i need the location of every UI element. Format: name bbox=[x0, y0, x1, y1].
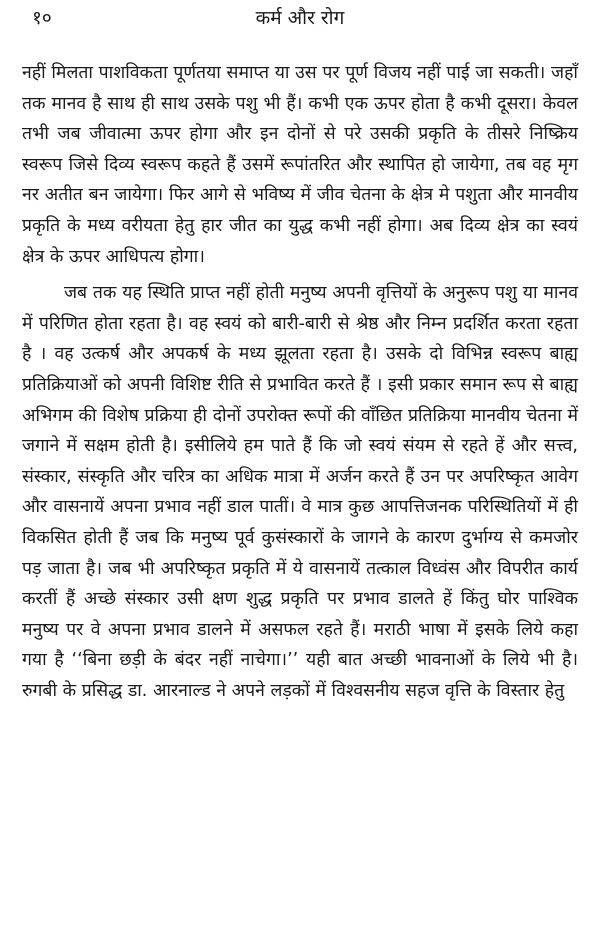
paragraph-1: नहीं मिलता पाशविकता पूर्णतया समाप्त या उस पर पूर्ण विजय नहीं पाई जा सकती। जहाँ तक मानव है साथ ही साथ उसके पशु भी हैं। कभी एक ऊपर होता है कभी दूसरा। केवल तभी जब जीवात्मा ऊपर होगा और इन दोनों से परे उसकी प्रकृति के तीसरे निष्क्रिय स्वरूप जिसे दिव्य स्वरूप कहते हैं उसमें रूपांतरित और स्थापित हो जायेगा, तब वह मृग नर अतीत बन जायेगा। फिर आगे से भविष्य में जीव चेतना के क्षेत्र मे पशुता और मानवीय प्रकृति के मध्य वरीयता हेतु हार जीत का युद्ध कभी नहीं होगा। अब दिव्य क्षेत्र का स्वयं क्षेत्र के ऊपर आधिपत्य होगा। bbox=[22, 63, 578, 267]
paragraph-2: जब तक यह स्थिति प्राप्त नहीं होती मनुष्य अपनी वृत्तियों के अनुरूप पशु या मानव में परिणित होता रहता है। वह स्वयं को बारी-बारी से श्रेष्ठ और निम्न प्रदर्शित करता रहता है । वह उत्कर्ष और अपकर्ष के मध्य झूलता रहता है। उसके दो विभिन्न स्वरूप बाह्य प्रतिक्रियाओं को अपनी विशिष्ट रीति से प्रभावित करते हैं । इसी प्रकार समान रूप से बाह्य अभिगम की विशेष प्रक्रिया ही दोनों उपरोक्त रूपों की वाँछित प्रतिक्रिया मानवीय चेतना में जगाने में सक्षम होती है। इसीलिये हम पाते हैं कि जो स्वयं संयम से रहते हें और सत्त्व, संस्कार, संस्कृति और चरित्र का अधिक मात्रा में अर्जन करते हैं उन पर अपरिष्कृत आवेग और वासनायें अपना प्रभाव नहीं डाल पातीं। वे मात्र कुछ आपत्तिजनक परिस्थितियों में ही विकसित होती हैं जब कि मनुष्य पूर्व कुसंस्कारों के जागने के कारण दुर्भाग्य से कमजोर पड़ जाता है। जब भी अपरिष्कृत प्रकृति में ये वासनायें तत्काल विध्वंस और विपरीत कार्य करतीं हैं अच्छे संस्कार उसी क्षण शुद्ध प्रकृति पर प्रभाव डालते हें किंतु घोर पाश्विक मनुष्य पर वे अपना प्रभाव डालने में असफल रहते हैं। मराठी भाषा में इसके लिये कहा गया है ‘‘बिना छड़ी के बंदर नहीं नाचेगा।’’ यही बात अच्छी भावनाओं के लिये भी है। रुगबी के प्रसिद्ध डा. आरनाल्ड ने अपने लड़कों में विश्वसनीय सहज वृत्ति के विस्तार हेतु bbox=[22, 283, 578, 701]
running-title: कर्म और रोग bbox=[255, 7, 345, 29]
page-header bbox=[22, 0, 578, 40]
page-number: १० bbox=[32, 7, 52, 29]
body-text bbox=[22, 58, 578, 706]
